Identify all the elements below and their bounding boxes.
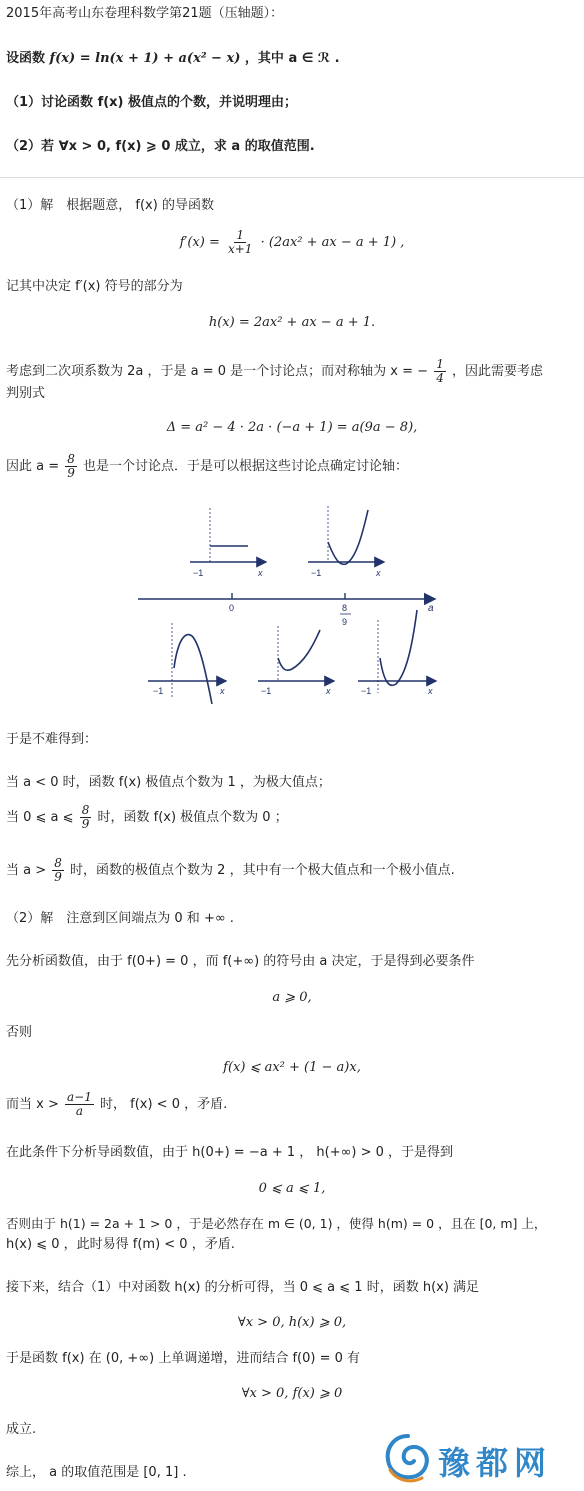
- case3-tail: 时，函数的极值点个数为 2 ，其中有一个极大值点和一个极小值点.: [70, 863, 455, 878]
- case-2: [6, 803, 578, 833]
- line4-num: 8: [67, 452, 75, 466]
- p3-tail: 时， f(x) < 0 ，矛盾.: [99, 1097, 228, 1112]
- deriv-lhs: f′(x) =: [179, 235, 220, 250]
- panel-a-eight-ninths: [308, 506, 384, 578]
- case2-den: 9: [81, 817, 90, 831]
- panel-minus1: −1: [153, 686, 164, 696]
- swirl-icon: [380, 1430, 436, 1486]
- sol2-p8: 成立.: [6, 1422, 37, 1437]
- panel-minus1: −1: [261, 686, 272, 696]
- after-diagram: 于是不难得到：: [6, 732, 98, 747]
- stem-post: ，其中 a ∈ ℛ .: [244, 51, 340, 66]
- sol2-p4: 在此条件下分析导函数值，由于 h(0+) = −a + 1 ， h(+∞) > 0 ，于是得到: [6, 1145, 454, 1160]
- question-2: （2）若 ∀x > 0, f(x) ⩾ 0 成立，求 a 的取值范围.: [6, 139, 315, 154]
- case-1: 当 a < 0 时，函数 f(x) 极值点个数为 1 ，为极大值点；: [6, 775, 331, 790]
- sol1-line4: [6, 452, 578, 482]
- line3-fraction: [434, 358, 446, 385]
- main-axis-label: a: [428, 603, 434, 614]
- panel-a-between: [258, 626, 334, 696]
- divider: [0, 177, 584, 178]
- p3-text: 而当 x >: [6, 1097, 59, 1112]
- deriv-num: 1: [236, 228, 245, 242]
- panel-curve: [278, 630, 320, 670]
- p3-fraction: [65, 1091, 94, 1118]
- sol2-p1: 先分析函数值，由于 f(0+) = 0 ，而 f(+∞) 的符号由 a 决定，于是得到必要条件: [6, 954, 475, 969]
- sol2-f2: f(x) ⩽ ax² + (1 − a)x,: [223, 1060, 361, 1075]
- case3-num: 8: [54, 856, 62, 870]
- derivative-formula: [0, 228, 584, 258]
- panel-x: x: [428, 686, 433, 696]
- panel-a-large: [358, 610, 436, 696]
- line4-tail: 也是一个讨论点．于是可以根据这些讨论点确定讨论轴：: [83, 459, 409, 474]
- watermark-logo: [380, 1428, 580, 1488]
- line3-num: 1: [436, 357, 444, 371]
- sol1-intro: （1）解 根据题意， f(x) 的导函数: [6, 198, 214, 213]
- panel-minus1: −1: [193, 568, 204, 578]
- panel-minus1: −1: [311, 568, 322, 578]
- question-1: （1）讨论函数 f(x) 极值点的个数，并说明理由；: [6, 95, 298, 110]
- line4-text: 因此 a =: [6, 459, 60, 474]
- panel-a-zero: [190, 508, 266, 578]
- panel-curve: [174, 635, 212, 704]
- line4-den: 9: [67, 466, 75, 480]
- panel-curve: [380, 610, 417, 685]
- sol2-conclusion: 综上， a 的取值范围是 [0, 1] .: [6, 1465, 187, 1480]
- sol2-p6: 接下来，结合（1）中对函数 h(x) 的分析可得，当 0 ⩽ a ⩽ 1 时，函数 h(x) 满足: [6, 1280, 480, 1295]
- line3-tail: ，因此需要考虑: [451, 364, 543, 379]
- panel-x: x: [376, 568, 381, 578]
- line4-fraction: [65, 453, 77, 480]
- case3-den: 9: [54, 870, 62, 884]
- case2-num: 8: [81, 803, 90, 817]
- tick-9-label: 9: [342, 617, 348, 627]
- case2-tail: 时，函数 f(x) 极值点个数为 0 ；: [97, 810, 288, 825]
- sol2-p5a: 否则由于 h(1) = 2a + 1 > 0 ，于是必然存在 m ∈ (0, 1) ，使得 h(m) = 0 ，且在 [0, m] 上，: [6, 1216, 547, 1231]
- deriv-fraction: [226, 229, 254, 256]
- sol2-intro: （2）解 注意到区间端点为 0 和 +∞ .: [6, 911, 234, 926]
- sol2-p5b: h(x) ⩽ 0 ，此时易得 f(m) < 0 ，矛盾.: [6, 1237, 235, 1252]
- sol2-f1: a ⩾ 0,: [272, 990, 312, 1005]
- sol2-p7: 于是函数 f(x) 在 (0, +∞) 上单调递增，进而结合 f(0) = 0 有: [6, 1351, 361, 1366]
- p3-den: a: [75, 1104, 83, 1118]
- sol2-f5: ∀x > 0, f(x) ⩾ 0: [241, 1386, 343, 1401]
- deriv-den: x+1: [227, 242, 253, 256]
- discussion-axis-diagram: [130, 498, 450, 710]
- panel-x: x: [220, 686, 225, 696]
- sol2-f4: ∀x > 0, h(x) ⩾ 0,: [237, 1315, 347, 1330]
- panel-minus1: −1: [361, 686, 372, 696]
- deriv-rhs: · (2ax² + ax − a + 1) ,: [260, 235, 405, 250]
- case2-fraction: [80, 804, 92, 831]
- sol2-f3: 0 ⩽ a ⩽ 1,: [258, 1181, 326, 1196]
- page-title: 2015年高考山东卷理科数学第21题（压轴题）：: [6, 6, 284, 21]
- panel-x: x: [326, 686, 331, 696]
- case-3: [6, 856, 578, 886]
- case3-text: 当 a >: [6, 863, 47, 878]
- watermark-text: 豫都网: [438, 1444, 553, 1482]
- panel-curve: [328, 510, 368, 564]
- tick-8-label: 8: [342, 603, 348, 613]
- sol1-line2: 记其中决定 f′(x) 符号的部分为: [6, 279, 183, 294]
- stem-formula: f(x) = ln(x + 1) + a(x² − x): [49, 51, 241, 66]
- p3-num: a−1: [67, 1090, 92, 1104]
- sol1-line3: [6, 357, 578, 387]
- tick-0-label: 0: [229, 603, 235, 613]
- panel-a-negative: [148, 623, 226, 704]
- delta-formula: Δ = a² − 4 · 2a · (−a + 1) = a(9a − 8),: [166, 420, 418, 435]
- panel-x: x: [258, 568, 263, 578]
- case2-text: 当 0 ⩽ a ⩽: [6, 810, 74, 825]
- h-formula: h(x) = 2ax² + ax − a + 1.: [208, 315, 376, 330]
- line3-text: 考虑到二次项系数为 2a ，于是 a = 0 是一个讨论点；而对称轴为 x = −: [6, 364, 429, 379]
- stem-pre: 设函数: [6, 51, 46, 66]
- sol1-line3c: 判别式: [6, 386, 46, 401]
- line3-den: 4: [436, 371, 444, 385]
- sol2-p2: 否则: [6, 1025, 33, 1040]
- case3-fraction: [52, 857, 64, 884]
- sol2-p3: [6, 1090, 578, 1120]
- problem-stem: [6, 49, 578, 69]
